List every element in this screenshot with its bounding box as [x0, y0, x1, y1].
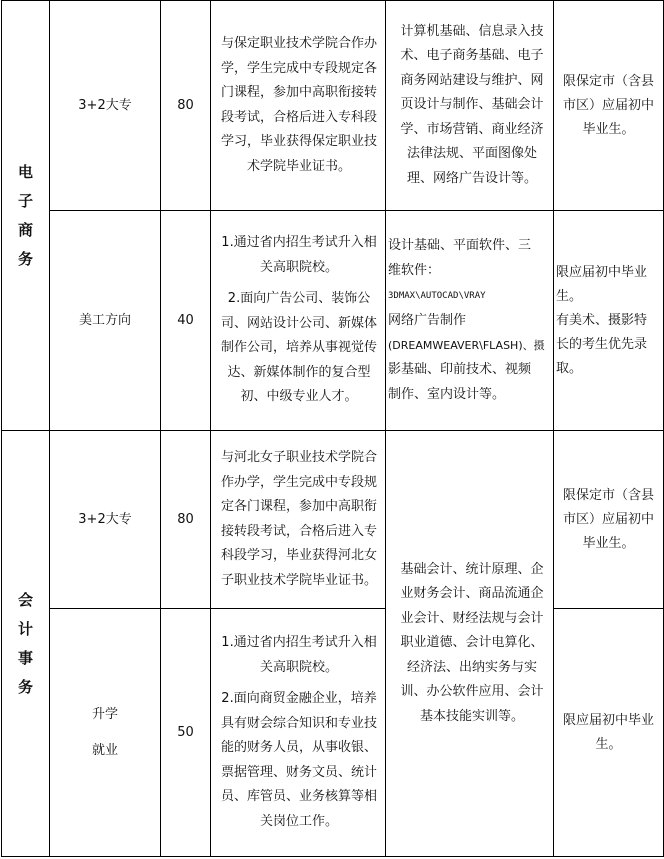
description-line: 科段学习，毕业获得河北女 — [220, 548, 377, 563]
target-line: 取。 — [556, 360, 583, 376]
description-cell — [211, 1, 386, 211]
quota-value: 80 — [177, 512, 194, 527]
course-line: 页设计与制作、基础会计 — [400, 97, 544, 113]
target-line: 市区）应届初中 — [562, 97, 654, 113]
description-line: 1.通过省内招生考试升入相 — [221, 235, 377, 251]
description-cell — [211, 431, 386, 609]
description-cell — [211, 211, 386, 431]
description-line: 与保定职业技术学院合作办 — [220, 36, 377, 51]
description-line: 1.通过省内招生考试升入相 — [221, 635, 377, 650]
direction-label: 升学 — [91, 706, 118, 722]
major-char: 电 — [17, 162, 33, 181]
description-line: 定各门课程，参加中高职衔 — [220, 499, 377, 514]
description-line: 关高职院校。 — [259, 659, 338, 675]
description-line: 学，学生完成中专段规定各 — [220, 60, 377, 76]
quota-value: 80 — [177, 98, 194, 113]
target-cell — [554, 609, 664, 857]
target-line: 限应届初中毕业 — [562, 712, 654, 728]
description-line: 关岗位工作。 — [259, 813, 338, 829]
target-line: 限保定市（含县 — [562, 487, 654, 503]
course-line: 业财务会计、商品流通企 — [400, 586, 544, 602]
description-line: 司、网站设计公司、新媒体 — [220, 315, 377, 331]
direction-cell — [50, 431, 161, 609]
description-line: 子职业技术学院毕业证书。 — [220, 572, 377, 588]
major-char: 计 — [17, 619, 33, 638]
course-line: 学、市场营销、商业经济 — [400, 121, 544, 137]
major-cell-accounting — [2, 431, 50, 857]
description-line: 段考试，合格后进入专科段 — [220, 109, 377, 125]
courses-cell — [386, 211, 554, 431]
target-line: 市区）应届初中 — [562, 511, 654, 527]
course-line: 职业道德、会计电算化、 — [400, 635, 544, 651]
course-line: 法律法规、平面图像处 — [406, 146, 537, 162]
target-line: 长的考生优先录 — [556, 336, 648, 352]
description-line: 与河北女子职业技术学院合 — [220, 450, 377, 465]
table-row — [2, 431, 664, 609]
quota-value: 40 — [177, 313, 194, 328]
major-char: 商 — [17, 220, 33, 239]
table-row — [2, 609, 664, 857]
target-line: 限保定市（含县 — [562, 73, 654, 89]
course-line: 业会计、财经法规与会计 — [400, 610, 544, 626]
target-line: 有美术、摄影特 — [556, 312, 648, 328]
quota-cell — [161, 211, 211, 431]
major-char: 子 — [17, 191, 33, 210]
course-line: 影基础、印前技术、视频 — [388, 362, 532, 377]
course-line: 制作、室内设计等。 — [388, 386, 506, 402]
target-cell — [554, 431, 664, 609]
major-char: 务 — [17, 249, 33, 268]
description-line: 初、中级专业人才。 — [240, 389, 358, 405]
description-line: 达、新媒体制作的复合型 — [227, 364, 371, 380]
course-line: 3DMAX\AUTOCAD\VRAY — [388, 291, 486, 301]
course-line: 理、网络广告设计等。 — [406, 170, 537, 186]
course-line: 训、办公软件应用、会计 — [400, 684, 544, 700]
course-line: 设计基础、平面软件、三 — [388, 238, 532, 253]
description-line: 术学院毕业证书。 — [246, 158, 351, 174]
courses-cell — [386, 1, 554, 211]
target-line: 生。 — [556, 288, 583, 304]
courses-cell-shared — [386, 431, 554, 857]
quota-cell — [161, 431, 211, 609]
major-cell-ecommerce — [2, 1, 50, 431]
course-line: 经济法、出纳实务与实 — [406, 659, 537, 675]
course-line: 基本技能实训等。 — [419, 708, 524, 724]
target-line: 生。 — [595, 736, 622, 752]
direction-label: 就业 — [91, 742, 118, 758]
description-line: 具有财会综合知识和专业技 — [220, 715, 377, 731]
major-char: 务 — [17, 677, 33, 696]
description-line: 制作公司，培养从事视觉传 — [220, 340, 377, 356]
major-char: 事 — [17, 648, 33, 667]
target-line: 限应届初中毕业 — [556, 264, 648, 280]
description-line: 关高职院校。 — [259, 259, 338, 275]
direction-label: 美工方向 — [78, 312, 131, 328]
direction-label: 3+2大专 — [78, 97, 132, 113]
direction-cell — [50, 1, 161, 211]
course-line: 计算机基础、信息录入技 — [400, 23, 544, 39]
description-line: 接转段考试，合格后进入专 — [220, 523, 377, 539]
course-line: (DREAMWEAVER\FLASH)、摄 — [388, 338, 545, 352]
target-line: 毕业生。 — [582, 535, 635, 551]
target-cell — [554, 211, 664, 431]
description-line: 门课程，参加中高职衔接转 — [220, 85, 377, 100]
description-line: 能的财务人员，从事收银、 — [220, 740, 377, 755]
quota-cell — [161, 1, 211, 211]
table-row — [2, 1, 664, 211]
enrollment-table — [1, 0, 664, 857]
course-line: 术、电子商务基础、电子 — [400, 48, 544, 64]
quota-value: 50 — [177, 725, 194, 740]
course-line: 网络广告制作 — [388, 313, 467, 328]
target-cell — [554, 1, 664, 211]
description-line: 作办学，学生完成中专段规 — [220, 474, 377, 490]
description-line: 票据管理、财务文员、统计 — [220, 764, 377, 780]
direction-cell — [50, 211, 161, 431]
description-line: 2.面向商贸金融企业，培养 — [221, 691, 377, 706]
target-line: 毕业生。 — [582, 121, 635, 137]
description-line: 员、库管员、业务核算等相 — [220, 789, 377, 804]
major-char: 会 — [17, 590, 33, 609]
description-cell — [211, 609, 386, 857]
description-line: 2.面向广告公司、装饰公 — [227, 291, 371, 307]
description-line: 学习，毕业获得保定职业技 — [220, 134, 377, 149]
quota-cell — [161, 609, 211, 857]
table-row — [2, 211, 664, 431]
direction-label: 3+2大专 — [78, 511, 132, 527]
course-line: 维软件： — [388, 262, 441, 278]
course-line: 基础会计、统计原理、企 — [400, 561, 544, 577]
course-line: 商务网站建设与维护、网 — [400, 72, 544, 88]
direction-cell — [50, 609, 161, 857]
